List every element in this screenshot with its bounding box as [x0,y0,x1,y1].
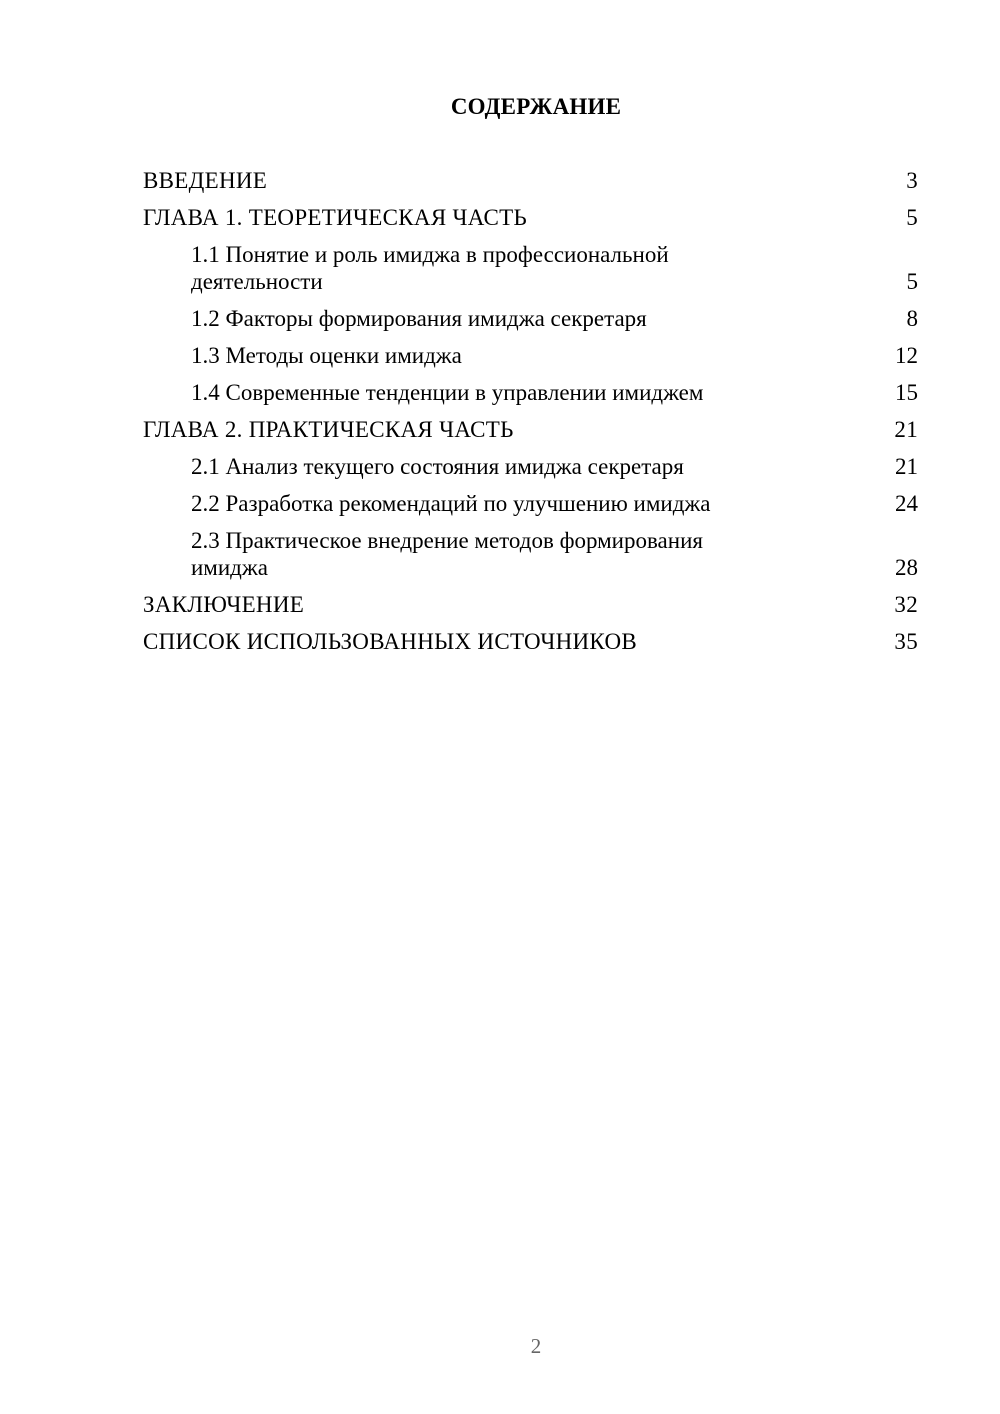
toc-entry-page: 5 [906,205,918,230]
toc-entry-page: 21 [895,454,918,479]
toc-entry-references[interactable] [143,628,918,655]
toc-entry-chapter-2[interactable] [143,416,918,443]
toc-entry-section-1-2[interactable] [143,305,918,332]
toc-entry-page: 24 [895,491,918,516]
toc-entry-label: 2.1 Анализ текущего состояния имиджа секретаря [191,454,684,479]
toc-entry-section-1-1[interactable] [143,241,918,295]
toc-entry-section-2-3[interactable] [143,527,918,581]
toc-entry-page: 5 [906,269,918,294]
toc-entry-section-1-3[interactable] [143,342,918,369]
toc-entry-label: 1.2 Факторы формирования имиджа секретаря [191,306,647,331]
toc-entry-label: 1.3 Методы оценки имиджа [191,343,462,368]
page-number: 2 [530,1334,542,1358]
toc-entry-section-2-2[interactable] [143,490,918,517]
toc-entry-label: ГЛАВА 1. ТЕОРЕТИЧЕСКАЯ ЧАСТЬ [143,205,528,230]
toc-entry-label: 2.3 Практическое внедрение методов формирования имиджа [191,528,703,580]
table-of-contents [143,167,918,665]
toc-entry-label: 1.4 Современные тенденции в управлении имиджем [191,380,704,405]
toc-title: СОДЕРЖАНИЕ [450,94,622,119]
toc-entry-label: ВВЕДЕНИЕ [143,168,268,193]
toc-entry-page: 21 [894,417,918,442]
toc-entry-page: 35 [894,629,918,654]
toc-entry-section-1-4[interactable] [143,379,918,406]
toc-entry-label: СПИСОК ИСПОЛЬЗОВАННЫХ ИСТОЧНИКОВ [143,629,638,654]
toc-entry-conclusion[interactable] [143,591,918,618]
toc-entry-introduction[interactable] [143,167,918,194]
toc-entry-chapter-1[interactable] [143,204,918,231]
toc-entry-label: 2.2 Разработка рекомендаций по улучшению имиджа [191,491,711,516]
toc-entry-page: 12 [895,343,918,368]
toc-entry-page: 3 [906,168,918,193]
toc-entry-label: 1.1 Понятие и роль имиджа в профессиональной деятельности [191,242,669,294]
toc-entry-section-2-1[interactable] [143,453,918,480]
toc-entry-page: 15 [895,380,918,405]
toc-entry-page: 8 [906,306,918,331]
toc-entry-label: ЗАКЛЮЧЕНИЕ [143,592,305,617]
toc-entry-page: 28 [895,555,918,580]
toc-entry-label: ГЛАВА 2. ПРАКТИЧЕСКАЯ ЧАСТЬ [143,417,514,442]
toc-entry-page: 32 [894,592,918,617]
